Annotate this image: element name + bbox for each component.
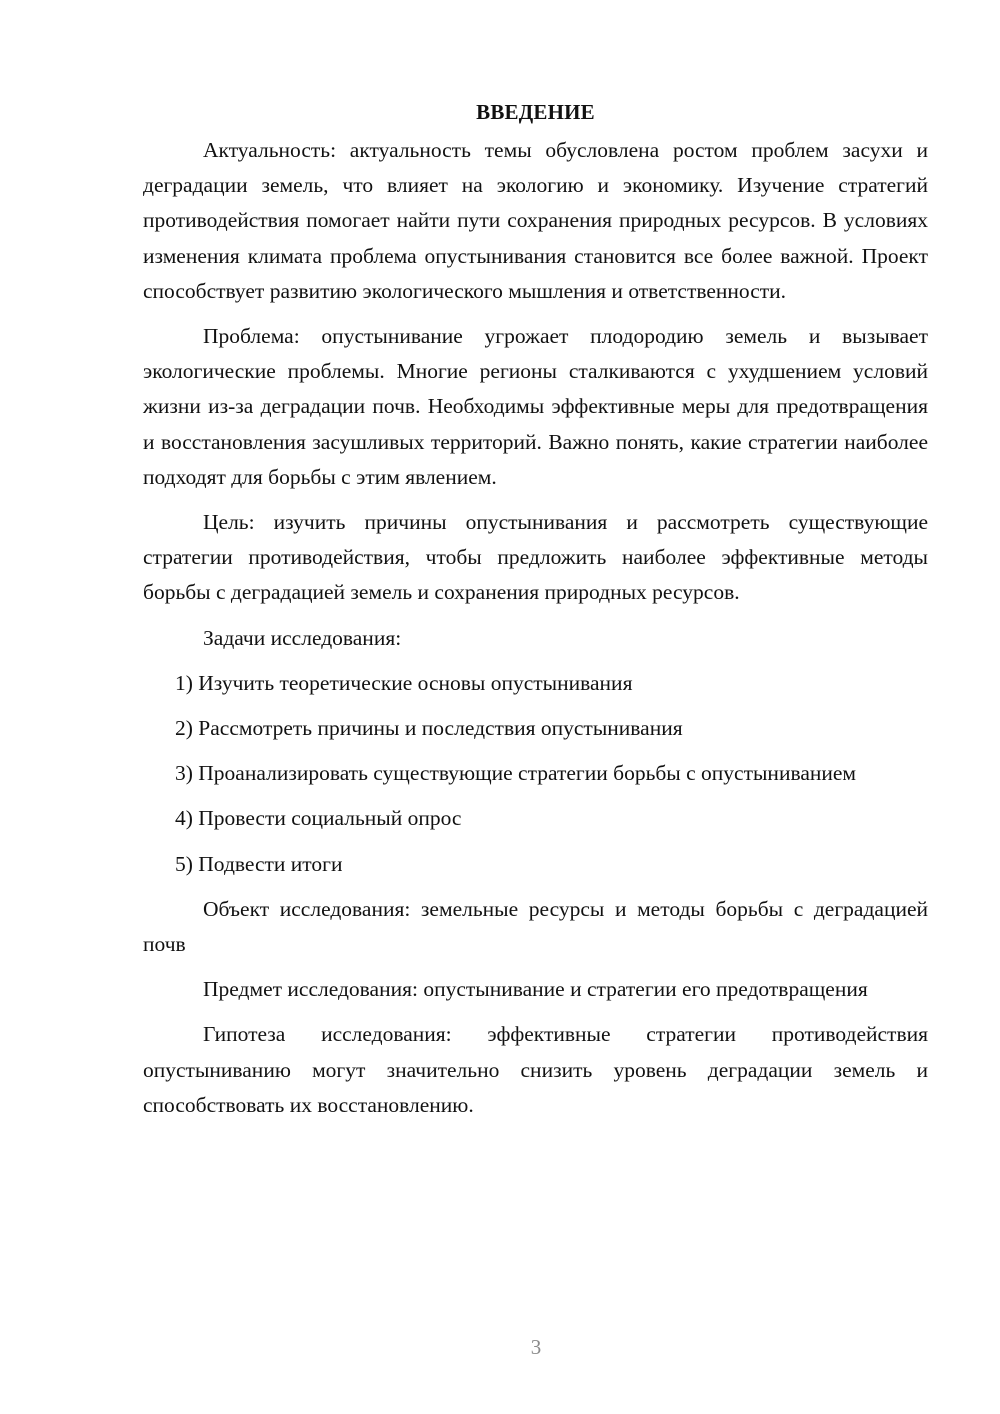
document-body <box>143 95 928 1133</box>
paragraph-relevance: Актуальность: актуальность темы обусловлена ростом проблем засухи и деградации земель, что влияет на экологию и экономику. Изучение стратегий противодействия помогает найти пути сохранения природных ресурсов. В условиях изменения климата проблема опустынивания становится все более важной. Проект способствует развитию экологического мышления и ответственности. <box>143 138 928 303</box>
section-title: ВВЕДЕНИЕ <box>476 100 595 124</box>
task-item: 2) Рассмотреть причины и последствия опустынивания <box>175 716 683 741</box>
tasks-heading: Задачи исследования: <box>203 625 402 650</box>
paragraph-hypothesis: Гипотеза исследования: эффективные стратегии противодействия опустыниванию могут значительно снизить уровень деградации земель и способствовать их восстановлению. <box>143 1022 928 1117</box>
paragraph-object: Объект исследования: земельные ресурсы и методы борьбы с деградацией почв <box>143 896 928 957</box>
paragraph-subject: Предмет исследования: опустынивание и стратегии его предотвращения <box>203 977 868 1002</box>
task-item: 1) Изучить теоретические основы опустынивания <box>175 670 633 695</box>
task-item: 4) Провести социальный опрос <box>175 806 462 831</box>
paragraph-problem: Проблема: опустынивание угрожает плодородию земель и вызывает экологические проблемы. Многие регионы сталкиваются с ухудшением условий жизни из-за деградации почв. Необходимы эффективные меры для предотвращения и восстановления засушливых территорий. Важно понять, какие стратегии наиболее подходят для борьбы с этим явлением. <box>143 324 928 489</box>
paragraph-goal: Цель: изучить причины опустынивания и рассмотреть существующие стратегии противодействия, чтобы предложить наиболее эффективные методы борьбы с деградацией земель и сохранения природных ресурсов. <box>143 510 928 605</box>
task-item: 3) Проанализировать существующие стратегии борьбы с опустыниванием <box>175 761 857 786</box>
task-item: 5) Подвести итоги <box>175 851 343 876</box>
page-number: 3 <box>530 1335 542 1359</box>
